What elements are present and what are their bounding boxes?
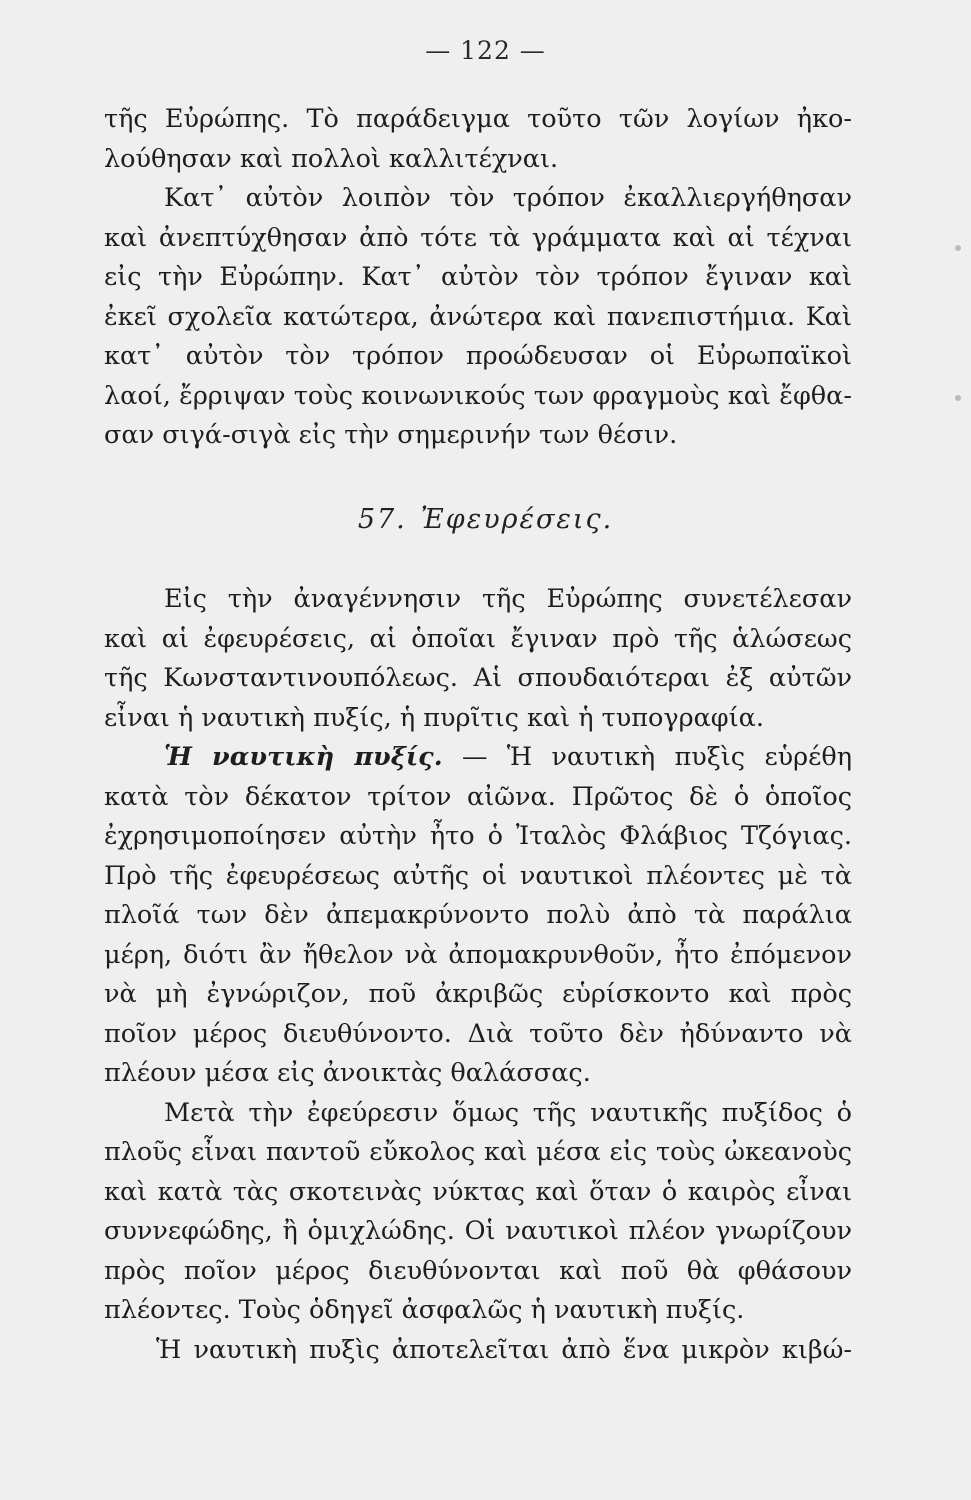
paragraph-line: πλοῦς εἶναι παντοῦ εὔκολος καὶ μέσα εἰς τοὺς ὠκεανοὺς [104,1137,852,1167]
paragraph-line-with-heading [104,738,852,778]
paragraph-line: εἶναι ἡ ναυτικὴ πυξίς, ἡ πυρῖτις καὶ ἡ τυπογραφία. [104,702,764,733]
paragraph-line: Εἰς τὴν ἀναγέννησιν τῆς Εὐρώπης συνετέλεσαν [164,584,852,614]
paragraph-line: καὶ ἀνεπτύχθησαν ἀπὸ τότε τὰ γράμματα καὶ αἱ τέχναι [104,222,852,253]
page-number: — 122 — [425,36,546,65]
paragraph-line: ἐχρησιμοποίησεν αὐτὴν ἦτο ὁ Ἰταλὸς Φλάβιος Τζόγιας. [104,821,852,851]
paragraph-line: Μετὰ τὴν ἐφεύρεσιν ὅμως τῆς ναυτικῆς πυξίδος ὁ [164,1097,852,1128]
paragraph-line: Κατ᾽ αὐτὸν λοιπὸν τὸν τρόπον ἐκαλλιεργήθησαν [164,183,852,213]
text-block-upper [104,100,852,456]
section-number: 57. [357,504,407,535]
paragraph-line: συννεφώδης, ἢ ὁμιχλώδης. Οἱ ναυτικοὶ πλέον γνωρίζουν [104,1216,852,1246]
paragraph-line: λαοί, ἔρριψαν τοὺς κοινωνικούς των φραγμοὺς καὶ ἔφθα- [104,380,852,411]
paragraph-line: Πρὸ τῆς ἐφευρέσεως αὐτῆς οἱ ναυτικοὶ πλέοντες μὲ τὰ [104,860,852,891]
paragraph-line: εἰς τὴν Εὐρώπην. Κατ᾽ αὐτὸν τὸν τρόπον ἔγιναν καὶ [104,262,852,292]
paragraph-line: πλοῖά των δὲν ἀπεμακρύνοντο πολὺ ἀπὸ τὰ παράλια [104,900,852,930]
paragraph-line: πλέοντες. Τοὺς ὁδηγεῖ ἀσφαλῶς ἡ ναυτικὴ πυξίς. [104,1295,745,1325]
paragraph-line: πλέουν μέσα εἰς ἀνοικτὰς θαλάσσας. [104,1058,591,1088]
paragraph-line: τῆς Εὐρώπης. Τὸ παράδειγμα τοῦτο τῶν λογίων ἠκο- [104,104,852,134]
paragraph-line: κατ᾽ αὐτὸν τὸν τρόπον προώδευσαν οἱ Εὐρωπαϊκοὶ [104,341,852,371]
paragraph-line: καὶ αἱ ἐφευρέσεις, αἱ ὁποῖαι ἔγιναν πρὸ τῆς ἁλώσεως [104,623,852,654]
scan-speck [955,245,961,251]
section-title: Ἐφευρέσεις. [420,504,614,535]
paragraph-line: Ἡ ναυτικὴ πυξὶς ἀποτελεῖται ἀπὸ ἕνα μικρὸν κιβώ- [156,1334,852,1365]
paragraph-line: λούθησαν καὶ πολλοὶ καλλιτέχναι. [104,143,559,174]
paragraph-line: ἐκεῖ σχολεῖα κατώτερα, ἀνώτερα καὶ πανεπιστήμια. Καὶ [104,301,852,332]
scan-speck [955,395,961,401]
paragraph-line: ποῖον μέρος διευθύνοντο. Διὰ τοῦτο δὲν ἠδύναντο νὰ [104,1018,852,1049]
paragraph-line: μέρη, διότι ἂν ἤθελον νὰ ἀπομακρυνθοῦν, ἦτο ἐπόμενον [104,939,852,970]
text-block-lower [104,580,852,1370]
subheading: Ἡ ναυτικὴ πυξίς. [164,742,443,772]
paragraph-line: καὶ κατὰ τὰς σκοτεινὰς νύκτας καὶ ὅταν ὁ καιρὸς εἶναι [104,1176,852,1207]
paragraph-line: νὰ μὴ ἐγνώριζον, ποῦ ἀκριβῶς εὑρίσκοντο καὶ πρὸς [104,979,852,1009]
paragraph-line: σαν σιγά-σιγὰ εἰς τὴν σημερινήν των θέσιν. [104,420,678,450]
paragraph-line: πρὸς ποῖον μέρος διευθύνονται καὶ ποῦ θὰ φθάσουν [104,1255,852,1286]
paragraph-line: κατὰ τὸν δέκατον τρίτον αἰῶνα. Πρῶτος δὲ ὁ ὁποῖος [104,781,852,812]
paragraph-line: τῆς Κωνσταντινουπόλεως. Αἱ σπουδαιότεραι ἐξ αὐτῶν [104,663,852,693]
section-heading [0,504,971,535]
subheading-continuation: — Ἡ ναυτικὴ πυξὶς εὑρέθη [461,742,852,772]
